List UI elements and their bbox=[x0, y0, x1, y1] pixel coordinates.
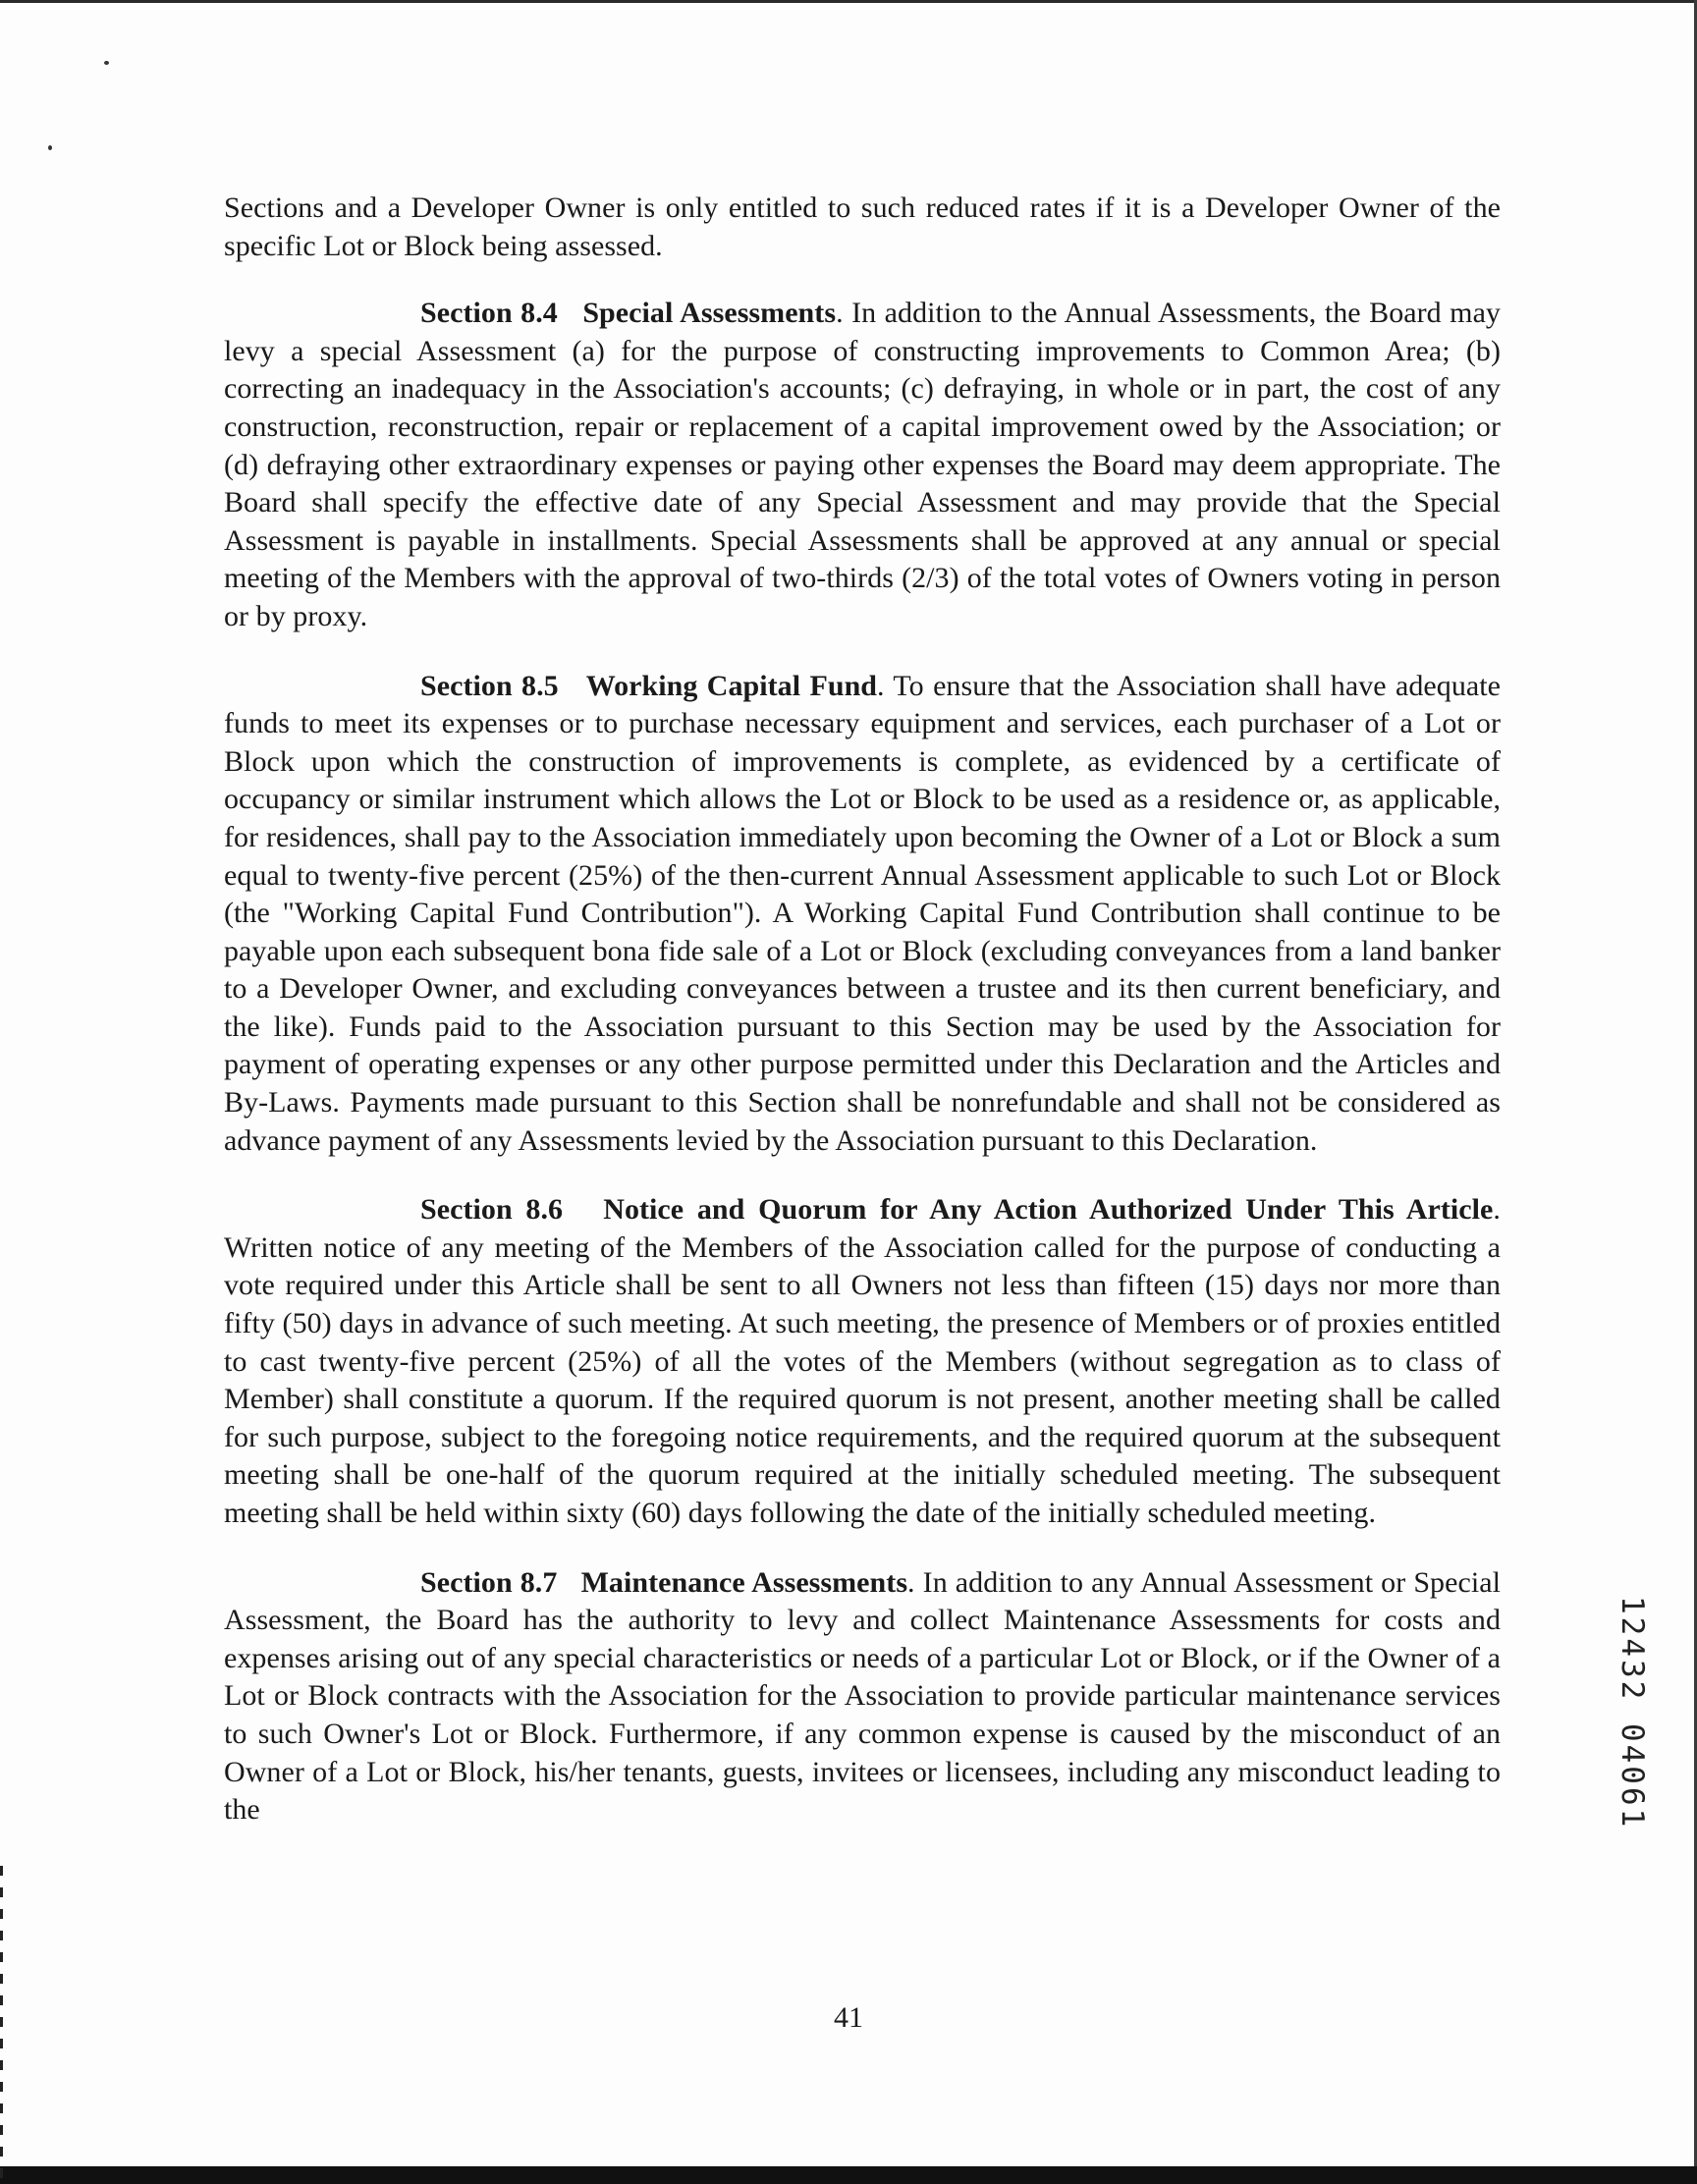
document-body bbox=[224, 190, 1501, 1861]
margin-stamp-text: 12432 04061 bbox=[1615, 1596, 1650, 1830]
section-title: Special Assessments bbox=[582, 297, 837, 330]
section-number: Section 8.4 bbox=[420, 297, 558, 330]
scan-speck bbox=[48, 145, 52, 150]
paragraph-body: . Written notice of any meeting of the Members of the Association called for the purpose of conducting a vote required under this Article shall be sent to all Owners not less than fifteen (15) days nor more than fifty (50) days in advance of such meeting. At such meeting, the presence of Members or of proxies entitled to cast twenty-five percent (25%) of all the votes of the Members (without segregation as to class of Member) shall constitute a quorum. If the required quorum is not present, another meeting shall be called for such purpose, subject to the foregoing notice requirements, and the required quorum at the subsequent meeting shall be one-half of the quorum required at the initially scheduled meeting. The subsequent meeting shall be held within sixty (60) days following the date of the initially scheduled meeting. bbox=[224, 1193, 1501, 1529]
scan-bottom-band bbox=[0, 2166, 1697, 2184]
scan-top-edge bbox=[0, 0, 1697, 3]
section-8-6-paragraph bbox=[224, 1191, 1501, 1532]
page-number: 41 bbox=[834, 2001, 863, 2034]
paragraph-body: . In addition to the Annual Assessments, the Board may levy a special Assessment (a) for the purpose of constructing improvements to Common Area; (b) correcting an inadequacy in the Association's accounts; (c) defraying, in whole or in part, the cost of any construction, reconstruction, repair or replacement of a capital improvement owed by the Association; or (d) defraying other extraordinary expenses or paying other expenses the Board may deem appropriate. The Board shall specify the effective date of any Special Assessment and may provide that the Special Assessment is payable in installments. Special Assessments shall be approved at any annual or special meeting of the Members with the approval of two-thirds (2/3) of the total votes of Owners voting in person or by proxy. bbox=[224, 297, 1501, 632]
paragraph-body: . To ensure that the Association shall have adequate funds to meet its expenses or to purchase necessary equipment and services, each purchaser of a Lot or Block upon which the construction of improvements is complete, as evidenced by a certificate of occupancy or similar instrument which allows the Lot or Block to be used as a residence or, as applicable, for residences, shall pay to the Association immediately upon becoming the Owner of a Lot or Block a sum equal to twenty-five percent (25%) of the then-current Annual Assessment applicable to such Lot or Block (the "Working Capital Fund Contribution"). A Working Capital Fund Contribution shall continue to be payable upon each subsequent bona fide sale of a Lot or Block (excluding conveyances from a land banker to a Developer Owner, and excluding conveyances between a trustee and its then current beneficiary, and the like). Funds paid to the Association pursuant to this Section may be used by the Association for payment of operating expenses or any other purpose permitted under this Declaration and the Articles and By-Laws. Payments made pursuant to this Section shall be nonrefundable and shall not be considered as advance payment of any Assessments levied by the Association pursuant to this Declaration. bbox=[224, 669, 1501, 1157]
section-number: Section 8.5 bbox=[420, 669, 559, 702]
section-title: Working Capital Fund bbox=[585, 669, 878, 702]
section-title: Notice and Quorum for Any Action Authorized Under This Article bbox=[603, 1193, 1494, 1227]
section-8-4-paragraph bbox=[224, 295, 1501, 635]
section-number: Section 8.6 bbox=[420, 1193, 564, 1227]
section-8-7-paragraph bbox=[224, 1564, 1501, 1829]
scan-speck bbox=[104, 61, 109, 65]
section-title: Maintenance Assessments bbox=[580, 1565, 908, 1599]
section-number: Section 8.7 bbox=[420, 1565, 558, 1599]
paragraph-continuation bbox=[224, 190, 1501, 265]
paragraph-body: Sections and a Developer Owner is only entitled to such reduced rates if it is a Developer Owner of the specific Lot or Block being assessed. bbox=[224, 191, 1501, 262]
section-8-5-paragraph bbox=[224, 668, 1501, 1161]
paragraph-body: . In addition to any Annual Assessment or Special Assessment, the Board has the authority to levy and collect Maintenance Assessments for costs and expenses arising out of any special characteristics or needs of a particular Lot or Block, or if the Owner of a Lot or Block contracts with the Association for the Association to provide particular maintenance services to such Owner's Lot or Block. Furthermore, if any common expense is caused by the misconduct of an Owner of a Lot or Block, his/her tenants, guests, invitees or licensees, including any misconduct leading to the bbox=[224, 1565, 1501, 1827]
margin-recording-stamp bbox=[1616, 1596, 1656, 1861]
